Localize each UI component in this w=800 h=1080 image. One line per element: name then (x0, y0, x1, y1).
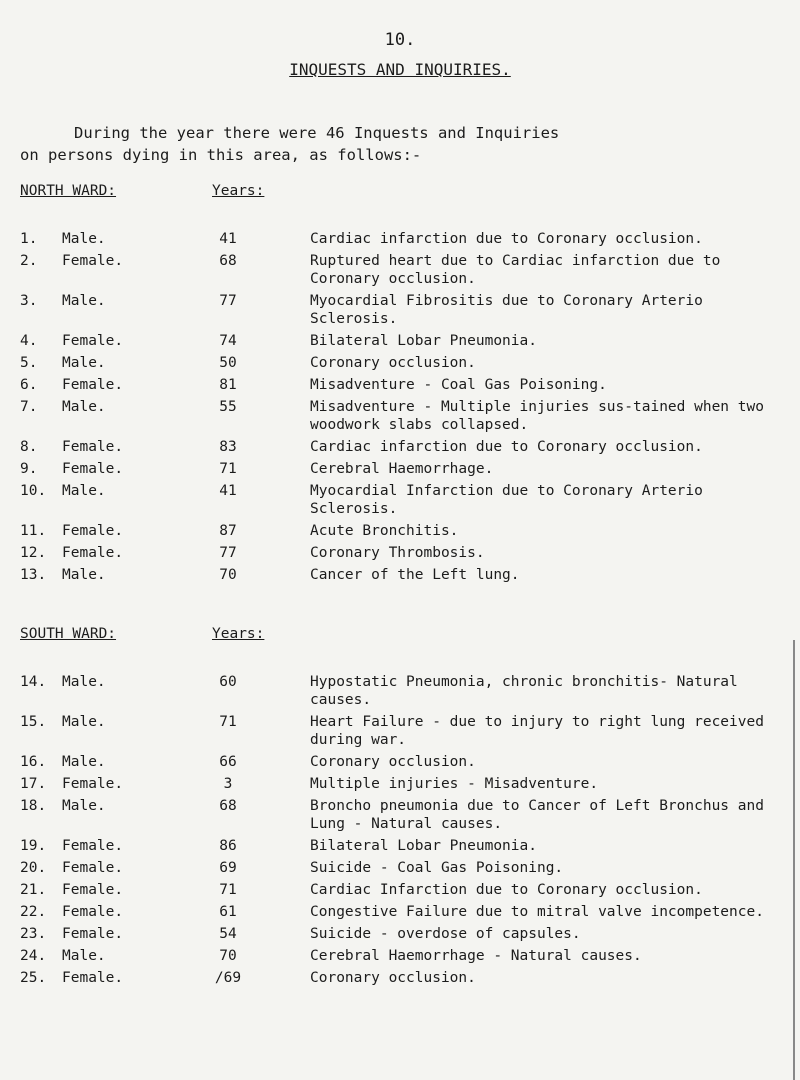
entry-cause: Cancer of the Left lung. (310, 567, 520, 583)
entry-sex: Male. (62, 714, 106, 730)
entry-cause: Cerebral Haemorrhage. (310, 461, 494, 477)
entry-sex: Female. (62, 904, 124, 920)
entry-number: 5. (20, 355, 38, 371)
inquest-entry (20, 566, 790, 584)
entry-cause: Coronary occlusion. (310, 355, 476, 371)
entry-age: 50 (219, 355, 237, 371)
entry-number: 8. (20, 439, 38, 455)
entry-age: 70 (219, 567, 237, 583)
entry-cause: Coronary occlusion. (310, 970, 476, 986)
entry-sex: Female. (62, 882, 124, 898)
page-edge-line (793, 640, 795, 1080)
entry-number: 19. (20, 838, 47, 854)
entry-age: 87 (219, 523, 237, 539)
entry-number: 20. (20, 860, 47, 876)
entry-age: 71 (219, 461, 237, 477)
entry-number: 7. (20, 399, 38, 415)
intro-line-2: on persons dying in this area, as follows:- (20, 146, 422, 164)
entry-cause: Coronary occlusion. (310, 754, 476, 770)
entry-number: 4. (20, 333, 38, 349)
entry-cause: Suicide - overdose of capsules. (310, 926, 581, 942)
north-ward-heading-row (20, 183, 265, 199)
entry-number: 6. (20, 377, 38, 393)
entry-cause: Cardiac infarction due to Coronary occlusion. (310, 231, 703, 247)
entry-age: 68 (219, 253, 237, 269)
entry-age: 3 (223, 776, 233, 792)
entry-number: 9. (20, 461, 38, 477)
entry-sex: Male. (62, 567, 106, 583)
entry-sex: Female. (62, 776, 124, 792)
entry-number: 1. (20, 231, 38, 247)
entry-age: 55 (219, 399, 237, 415)
entry-number: 18. (20, 798, 47, 814)
entry-cause: Broncho pneumonia due to Cancer of Left Bronchus and Lung - Natural causes. (310, 798, 764, 832)
entry-sex: Female. (62, 253, 124, 269)
entry-number: 14. (20, 674, 47, 690)
entry-sex: Male. (62, 798, 106, 814)
entry-sex: Female. (62, 545, 124, 561)
inquest-entry (20, 859, 790, 877)
entry-number: 10. (20, 483, 47, 499)
entry-sex: Female. (62, 523, 124, 539)
north-ward-heading: NORTH WARD: (20, 183, 117, 199)
entry-sex: Female. (62, 377, 124, 393)
inquest-entry (20, 925, 790, 943)
entry-cause: Hypostatic Pneumonia, chronic bronchitis- Natural causes. (310, 674, 738, 708)
entry-sex: Female. (62, 926, 124, 942)
entry-age: 77 (219, 293, 237, 309)
north-ward-list (20, 230, 790, 588)
inquest-entry (20, 482, 790, 518)
entry-cause: Cardiac infarction due to Coronary occlusion. (310, 439, 703, 455)
entry-age: 71 (219, 714, 237, 730)
entry-cause: Cardiac Infarction due to Coronary occlusion. (310, 882, 703, 898)
entry-cause: Congestive Failure due to mitral valve incompetence. (310, 904, 764, 920)
inquest-entry (20, 713, 790, 749)
inquest-entry (20, 398, 790, 434)
page-title: INQUESTS AND INQUIRIES. (289, 60, 511, 79)
entry-sex: Male. (62, 293, 106, 309)
entry-number: 15. (20, 714, 47, 730)
inquest-entry (20, 460, 790, 478)
entry-sex: Female. (62, 860, 124, 876)
entry-number: 2. (20, 253, 38, 269)
entry-age: 69 (219, 860, 237, 876)
entry-number: 23. (20, 926, 47, 942)
entry-age: 68 (219, 798, 237, 814)
entry-sex: Male. (62, 231, 106, 247)
entry-cause: Misadventure - Coal Gas Poisoning. (310, 377, 607, 393)
entry-cause: Myocardial Fibrositis due to Coronary Arterio Sclerosis. (310, 293, 703, 327)
page-number: 10. (384, 30, 416, 50)
inquest-entry (20, 332, 790, 350)
entry-age: 70 (219, 948, 237, 964)
inquest-entry (20, 230, 790, 248)
inquest-entry (20, 673, 790, 709)
inquest-entry (20, 903, 790, 921)
entry-cause: Bilateral Lobar Pneumonia. (310, 333, 537, 349)
entry-cause: Cerebral Haemorrhage - Natural causes. (310, 948, 642, 964)
entry-number: 12. (20, 545, 47, 561)
entry-cause: Coronary Thrombosis. (310, 545, 485, 561)
entry-number: 22. (20, 904, 47, 920)
entry-age: 60 (219, 674, 237, 690)
entry-sex: Female. (62, 333, 124, 349)
south-years-heading: Years: (212, 626, 265, 642)
inquest-entry (20, 969, 790, 987)
entry-age: 41 (219, 231, 237, 247)
inquest-entry (20, 292, 790, 328)
entry-number: 11. (20, 523, 47, 539)
entry-number: 21. (20, 882, 47, 898)
entry-sex: Female. (62, 439, 124, 455)
inquest-entry (20, 775, 790, 793)
intro-paragraph (20, 122, 780, 166)
entry-number: 16. (20, 754, 47, 770)
north-years-heading: Years: (212, 183, 265, 199)
entry-age: 81 (219, 377, 237, 393)
entry-sex: Male. (62, 355, 106, 371)
entry-cause: Suicide - Coal Gas Poisoning. (310, 860, 564, 876)
inquest-entry (20, 252, 790, 288)
entry-age: 71 (219, 882, 237, 898)
south-ward-list (20, 673, 790, 991)
intro-line-1: During the year there were 46 Inquests and Inquiries (74, 124, 560, 142)
inquest-entry (20, 522, 790, 540)
entry-age: /69 (214, 970, 242, 986)
entry-age: 86 (219, 838, 237, 854)
entry-sex: Male. (62, 399, 106, 415)
inquest-entry (20, 544, 790, 562)
entry-age: 66 (219, 754, 237, 770)
entry-age: 74 (219, 333, 237, 349)
entry-cause: Heart Failure - due to injury to right lung received during war. (310, 714, 764, 748)
entry-age: 83 (219, 439, 237, 455)
entry-number: 24. (20, 948, 47, 964)
entry-age: 41 (219, 483, 237, 499)
entry-sex: Female. (62, 461, 124, 477)
inquest-entry (20, 438, 790, 456)
entry-sex: Male. (62, 754, 106, 770)
entry-sex: Male. (62, 483, 106, 499)
entry-age: 77 (219, 545, 237, 561)
south-ward-heading-row (20, 626, 265, 642)
entry-age: 54 (219, 926, 237, 942)
entry-cause: Acute Bronchitis. (310, 523, 459, 539)
entry-sex: Male. (62, 674, 106, 690)
entry-cause: Misadventure - Multiple injuries sus-tained when two woodwork slabs collapsed. (310, 399, 764, 433)
entry-age: 61 (219, 904, 237, 920)
inquest-entry (20, 881, 790, 899)
inquest-entry (20, 797, 790, 833)
entry-sex: Male. (62, 948, 106, 964)
entry-sex: Female. (62, 838, 124, 854)
inquest-entry (20, 354, 790, 372)
inquest-entry (20, 837, 790, 855)
inquest-entry (20, 753, 790, 771)
entry-number: 17. (20, 776, 47, 792)
entry-cause: Bilateral Lobar Pneumonia. (310, 838, 537, 854)
entry-cause: Myocardial Infarction due to Coronary Arterio Sclerosis. (310, 483, 703, 517)
entry-number: 13. (20, 567, 47, 583)
entry-number: 3. (20, 293, 38, 309)
entry-cause: Ruptured heart due to Cardiac infarction due to Coronary occlusion. (310, 253, 721, 287)
inquest-entry (20, 947, 790, 965)
south-ward-heading: SOUTH WARD: (20, 626, 117, 642)
entry-cause: Multiple injuries - Misadventure. (310, 776, 599, 792)
inquest-entry (20, 376, 790, 394)
entry-sex: Female. (62, 970, 124, 986)
entry-number: 25. (20, 970, 47, 986)
